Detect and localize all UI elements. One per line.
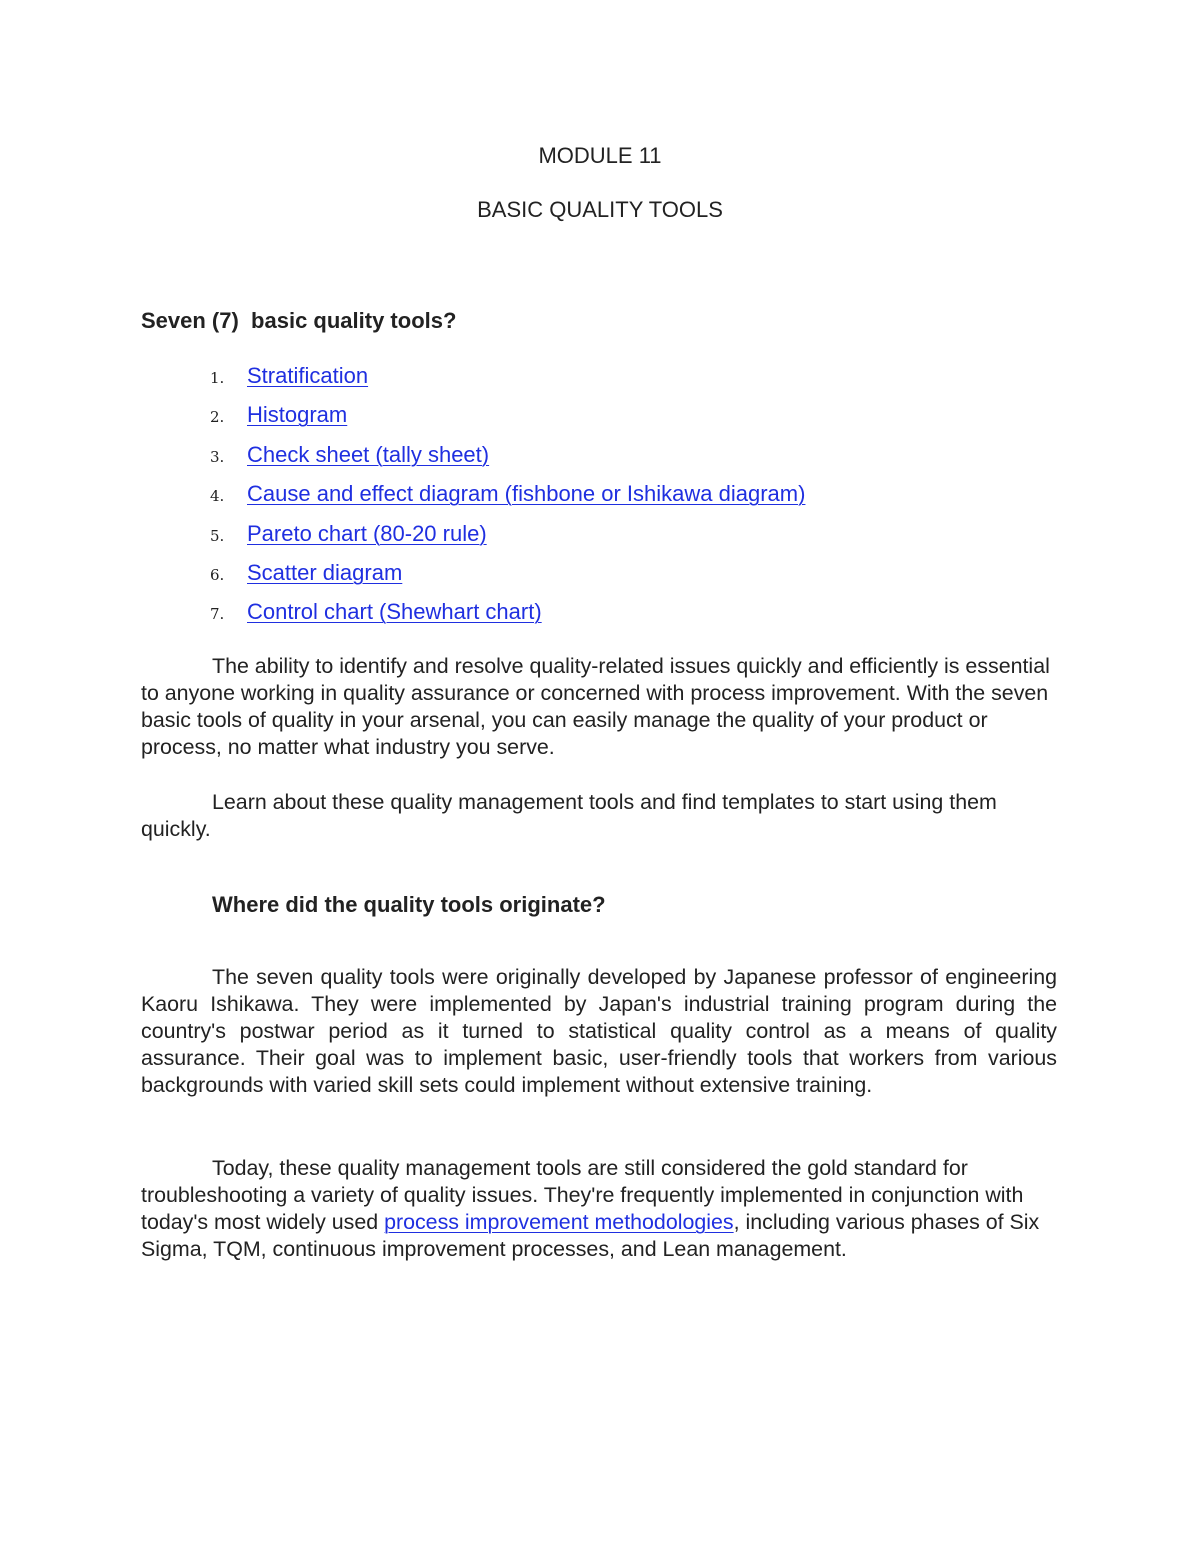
module-subtitle: BASIC QUALITY TOOLS [477,197,723,222]
list-item [210,401,805,440]
list-number: 6. [210,565,225,584]
module-title: MODULE 11 [538,143,662,168]
paragraph-today-text-after: , including various phases of Six Sigma, TQM, continuous improvement processes, and Lean management. [141,1210,1040,1261]
list-number: 7. [210,605,225,624]
list-item [210,441,805,480]
list-number: 3. [210,447,225,466]
tool-link-pareto[interactable]: Pareto chart (80-20 rule) [247,520,487,546]
list-number: 2. [210,408,225,427]
section-heading-seven-tools: Seven (7) basic quality tools? [141,308,457,333]
tools-list [210,362,805,638]
list-item [210,480,805,519]
list-number: 1. [210,369,225,387]
tool-link-stratification[interactable]: Stratification [247,363,369,388]
tool-link-histogram[interactable]: Histogram [247,402,348,428]
tool-link-cause-effect[interactable]: Cause and effect diagram (fishbone or Ishikawa diagram) [247,481,806,507]
paragraph-learn: Learn about these quality management tools and find templates to start using them quickly. [141,790,997,841]
list-item [210,362,805,401]
list-number: 5. [210,526,225,545]
paragraph-origin: The seven quality tools were originally developed by Japanese professor of engineering Kaoru Ishikawa. They were implemented by Japan's industrial training program during the country's postwar period as it turned to statistical quality control as a means of quality assurance. Their goal was to implement basic, user-friendly tools that workers from various backgrounds with varied skill sets could implement without extensive training. [141,965,1057,1097]
tool-link-scatter[interactable]: Scatter diagram [247,559,403,585]
paragraph-today [141,1155,1061,1263]
list-item [210,520,805,559]
list-item [210,559,805,598]
list-item [210,598,805,637]
list-number: 4. [210,487,225,506]
process-improvement-link[interactable]: process improvement methodologies [384,1210,734,1234]
section-heading-origin: Where did the quality tools originate? [212,892,606,917]
paragraph-intro: The ability to identify and resolve quality-related issues quickly and efficiently is essential to anyone working in quality assurance or concerned with process improvement. With the seven basic tools of quality in your arsenal, you can easily manage the quality of your product or process, no matter what industry you serve. [141,654,1050,759]
paragraph-today-text-before: Today, these quality management tools are still considered the gold standard for troubleshooting a variety of quality issues. They're frequently implemented in conjunction with today's most widely used [141,1156,1024,1234]
tool-link-control-chart[interactable]: Control chart (Shewhart chart) [247,599,542,625]
tool-link-check-sheet[interactable]: Check sheet (tally sheet) [247,441,490,467]
